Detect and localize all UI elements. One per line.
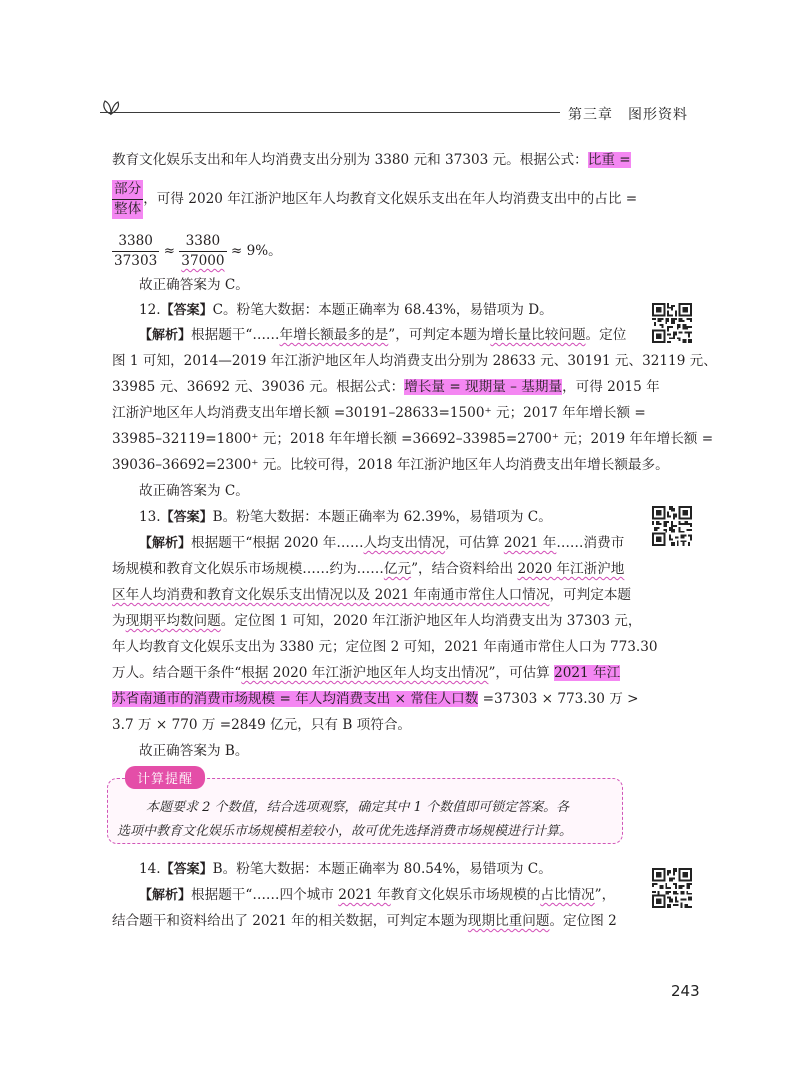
question-header: 13.【答案】B。粉笔大数据：本题正确率为 62.39%，易错项为 C。 — [139, 509, 552, 525]
text-line: 33985–32119=1800⁺ 元；2018 年年增长额 =36692–33985=2700⁺ 元；2019 年年增长额 = — [112, 431, 714, 447]
text-line: 区年人均消费和教育文化娱乐支出情况以及 2021 年南通市常住人口情况，可判定本题 — [112, 587, 632, 603]
leaf-icon — [99, 98, 123, 116]
text-line: 苏省南通市的消费市场规模 = 年人均消费支出 × 常住人口数 =37303 × 773.30 万 > — [112, 691, 639, 707]
text-line: $\frac{3380}{37303}$ ≈ $\frac{3380}{37000}$ ≈ 9%。 — [114, 233, 282, 269]
answer-line: 故正确答案为 C。 — [139, 483, 249, 499]
text-line: 【解析】根据题干“根据 2020 年……人均支出情况，可估算 2021 年……消费市 — [139, 535, 625, 551]
text-line: $\frac{\text{部分}}{\text{整体}}$ ，可得 2020 年江浙沪地区年人均教育文化娱乐支出在年人均消费支出中的占比 = — [114, 181, 638, 217]
formula-highlight: 2021 年江 — [554, 665, 621, 681]
chapter-title: 第三章 图形资料 — [560, 104, 688, 124]
text-line: 江浙沪地区年人均消费支出年增长额 =30191–28633=1500⁺ 元；2017 年年增长额 = — [112, 405, 646, 421]
question-header: 14.【答案】B。粉笔大数据：本题正确率为 80.54%，易错项为 C。 — [139, 861, 552, 877]
answer-line: 故正确答案为 C。 — [139, 277, 249, 293]
formula-highlight: 苏省南通市的消费市场规模 = 年人均消费支出 × 常住人口数 — [112, 691, 479, 707]
text-line: 为现期平均数问题。定位图 1 可知，2020 年江浙沪地区年人均消费支出为 37303 元， — [112, 613, 642, 629]
text-line: 【解析】根据题干“……四个城市 2021 年教育文化娱乐市场规模的占比情况”， — [139, 887, 616, 903]
formula-highlight: 比重 = — [587, 152, 631, 168]
text-line: 结合题干和资料给出了 2021 年的相关数据，可判定本题为现期比重问题。定位图 2 — [112, 913, 617, 929]
page-number: 243 — [671, 982, 700, 1000]
text-line: 【解析】根据题干“……年增长额最多的是”，可判定本题为增长量比较问题。定位 — [139, 327, 627, 343]
formula-highlight: 增长量 = 现期量 – 基期量 — [404, 379, 563, 395]
text-line: 39036–36692=2300⁺ 元。比较可得，2018 年江浙沪地区年人均消费支出年增长额最多。 — [112, 457, 669, 473]
tip-text: 本题要求 2 个数值，结合选项观察，确定其中 1 个数值即可锁定答案。各 — [146, 800, 570, 815]
text-line: 场规模和教育文化娱乐市场规模……约为……亿元”，结合资料给出 2020 年江浙沪地 — [112, 561, 625, 577]
text-line: 年人均教育文化娱乐支出为 3380 元；定位图 2 可知，2021 年南通市常住人口为 773.30 — [112, 639, 658, 655]
text-line: 3.7 万 × 770 万 =2849 亿元，只有 B 项符合。 — [112, 717, 412, 733]
question-header: 12.【答案】C。粉笔大数据：本题正确率为 68.43%，易错项为 D。 — [139, 302, 553, 318]
text-line: 图 1 可知，2014—2019 年江浙沪地区年人均消费支出分别为 28633 元、30191 元、32119 元、 — [112, 353, 717, 369]
answer-line: 故正确答案为 B。 — [139, 743, 249, 759]
text-line: 万人。结合题干条件“根据 2020 年江浙沪地区年人均支出情况”，可估算 2021 年江 — [112, 665, 621, 681]
fraction: $\frac{3380}{37303}$ — [114, 233, 158, 269]
text-line: 教育文化娱乐支出和年人均消费支出分别为 3380 元和 37303 元。根据公式：比重 = — [112, 152, 631, 168]
tip-title: 计算提醒 — [125, 766, 205, 789]
fraction: $\frac{\text{部分}}{\text{整体}}$ — [114, 181, 142, 217]
tip-text: 选项中教育文化娱乐市场规模相差较小，故可优先选择消费市场规模进行计算。 — [117, 824, 573, 839]
fraction: $\frac{3380}{37000}$ — [181, 233, 225, 269]
text-line: 33985 元、36692 元、39036 元。根据公式：增长量 = 现期量 – 基期量，可得 2015 年 — [112, 379, 660, 395]
